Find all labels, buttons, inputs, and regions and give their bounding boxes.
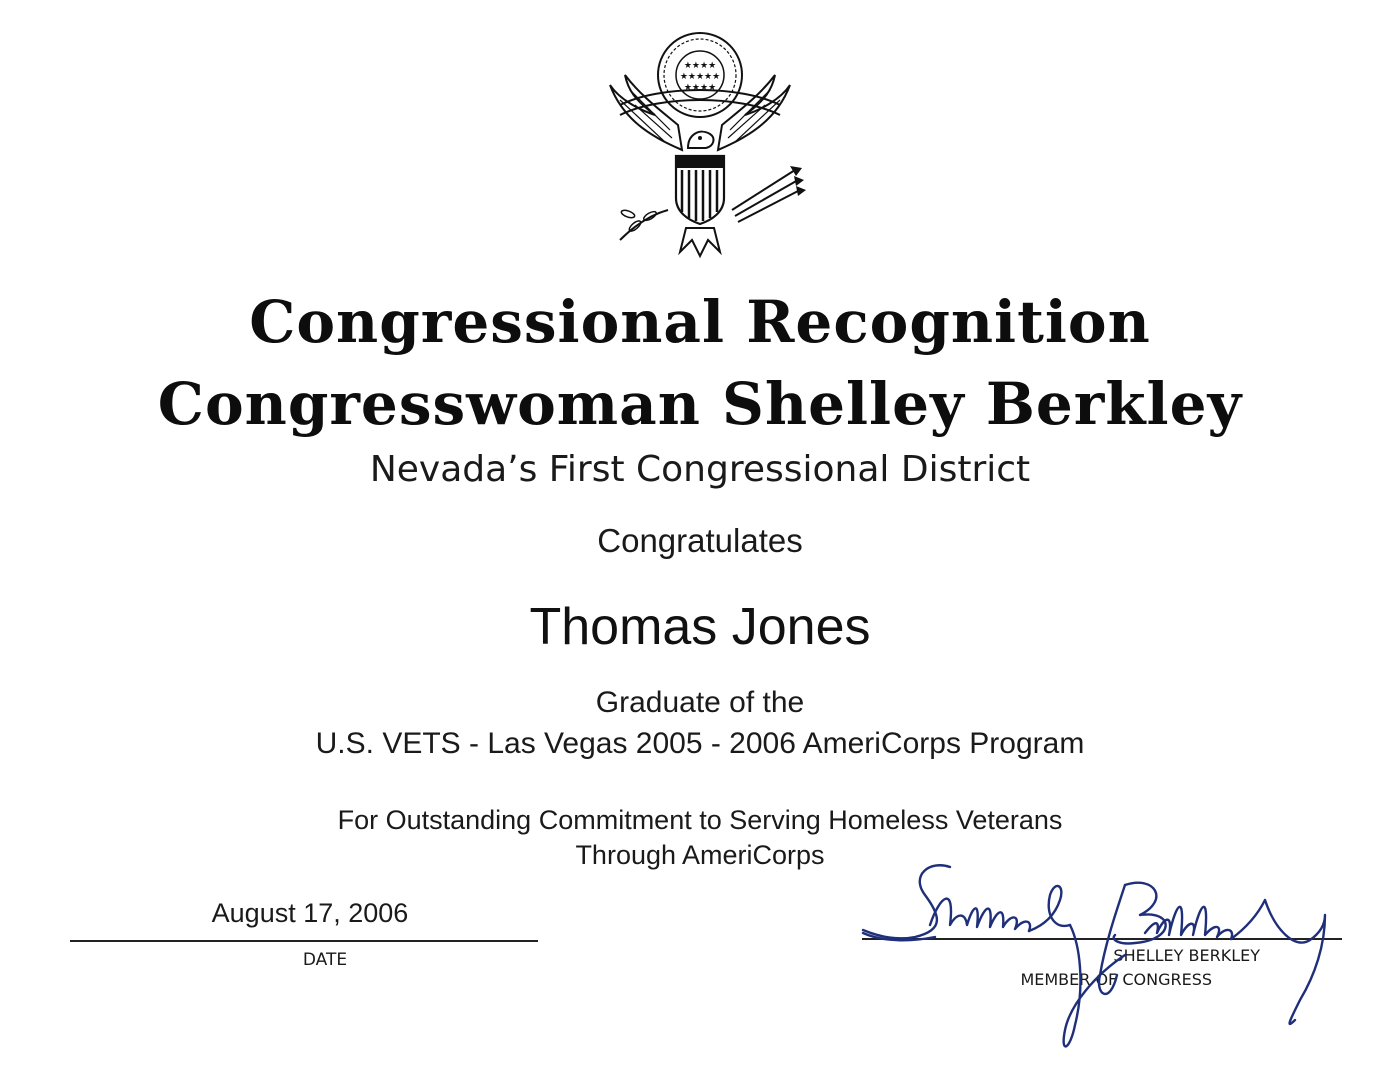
date-label: DATE (302, 950, 348, 970)
signer-title: MEMBER OF CONGRESS (1020, 970, 1212, 989)
handwritten-signature (855, 855, 1355, 1070)
signer-name: SHELLEY BERKLEY (1113, 946, 1260, 965)
svg-text:★★★★★: ★★★★★ (679, 72, 721, 82)
date-rule (70, 940, 538, 942)
date-value: August 17, 2006 (211, 898, 409, 928)
great-seal-icon (590, 30, 810, 260)
issuer-name: Congresswoman Shelley Berkley (157, 370, 1243, 438)
district-name: Nevada’s First Congressional District (369, 449, 1031, 490)
svg-text:★★★★: ★★★★ (683, 83, 717, 93)
svg-text:★★★★: ★★★★ (683, 61, 717, 71)
achievement-line-1: Graduate of the (595, 686, 805, 719)
reason-line-2: Through AmeriCorps (575, 840, 825, 870)
certificate-title: Congressional Recognition (249, 288, 1151, 356)
recipient-name: Thomas Jones (529, 598, 871, 656)
achievement-line-2: U.S. VETS - Las Vegas 2005 - 2006 AmeriCorps Program (315, 727, 1085, 760)
reason-line-1: For Outstanding Commitment to Serving Homeless Veterans (337, 805, 1063, 835)
congratulates-text: Congratulates (597, 522, 803, 559)
